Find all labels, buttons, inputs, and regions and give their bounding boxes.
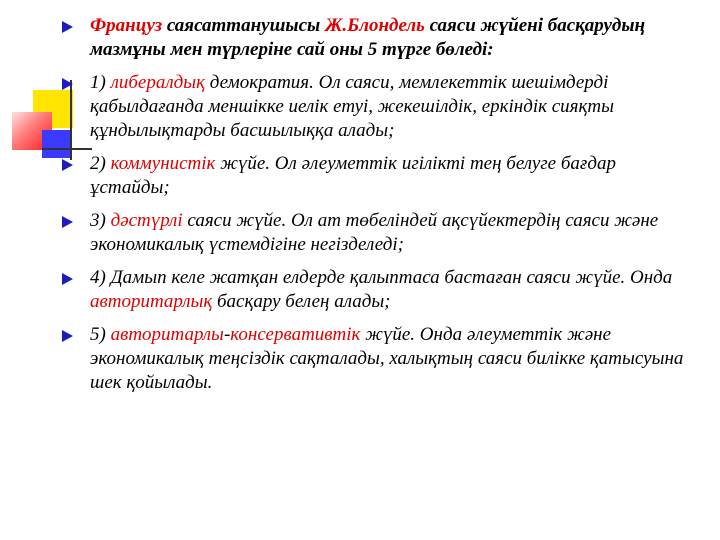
text-segment: авторитарлық: [90, 291, 213, 312]
text-segment: авторитарлы: [110, 324, 224, 345]
bullet-icon: [62, 330, 73, 342]
slide-content: [58, 14, 698, 404]
bullet-icon: [62, 159, 73, 171]
item-text: [90, 15, 645, 60]
item-text: [90, 72, 614, 141]
text-segment: 4) Дамып келе жатқан елдерде қалыптаса бастаған саяси жүйе. Онда: [90, 267, 673, 288]
item-text: [90, 267, 672, 312]
text-segment: Ж.Блондель: [324, 15, 425, 36]
item-text: [90, 210, 658, 255]
text-segment: басқару белең алады;: [212, 291, 391, 312]
text-segment: 2): [90, 153, 111, 174]
text-segment: 1): [90, 72, 111, 93]
list-item: [58, 71, 698, 143]
text-segment: жүйе. Ол әлеуметтік игілікті тең белуге бағдар ұстайды;: [90, 153, 616, 198]
list-item: [58, 266, 698, 314]
text-segment: Француз: [90, 15, 163, 36]
text-segment: -: [223, 324, 231, 345]
text-segment: саяси жүйені басқарудың мазмұны мен түрлеріне сай оны 5 түрге бөледі:: [90, 15, 646, 60]
text-segment: коммунистік: [110, 153, 216, 174]
text-segment: саясаттанушысы: [162, 15, 325, 36]
text-segment: 5): [90, 324, 111, 345]
bullet-icon: [62, 21, 73, 33]
list-item: [58, 323, 698, 395]
text-segment: либералдық: [110, 72, 206, 93]
item-text: [90, 153, 616, 198]
text-segment: 3): [90, 210, 111, 231]
text-segment: дәстүрлі: [110, 210, 183, 231]
list-item: [58, 209, 698, 257]
text-segment: саяси жүйе. Ол ат төбеліндей ақсүйектердің саяси және экономикалық үстемдігіне негізделеді;: [90, 210, 659, 255]
list-item: [58, 14, 698, 62]
text-segment: демократия. Ол саяси, мемлекеттік шешімдерді қабылдағанда меншікке иелік етуі, жекешілдік, еркіндік сияқты құндылықтарды басшылыққа алады;: [90, 72, 614, 141]
text-segment: жүйе. Онда әлеуметтік және экономикалық теңсіздік сақталады, халықтың саяси билікке қатысуына шек қойылады.: [90, 324, 684, 393]
item-text: [90, 324, 683, 393]
bullet-icon: [62, 78, 73, 90]
bullet-icon: [62, 273, 73, 285]
bullet-icon: [62, 216, 73, 228]
text-segment: консервативтік: [230, 324, 361, 345]
list-item: [58, 152, 698, 200]
